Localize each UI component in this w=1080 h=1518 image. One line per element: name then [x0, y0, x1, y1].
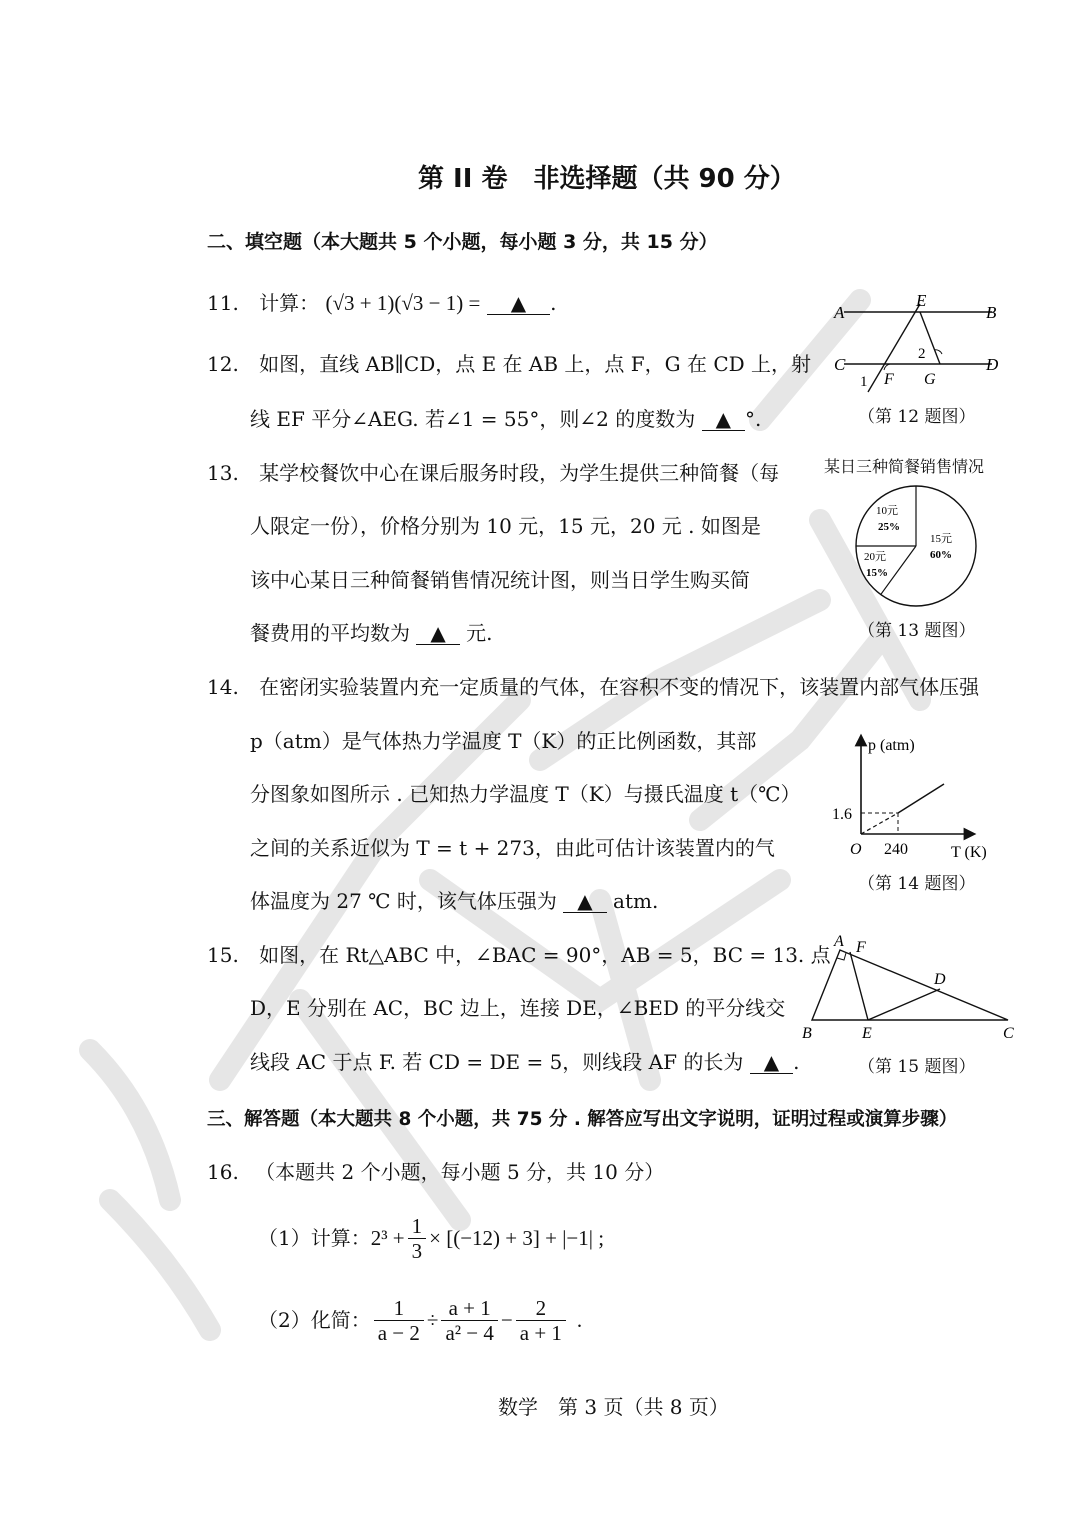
q13-pie-chart	[848, 482, 988, 612]
q12-text-2: 线 EF 平分∠AEG. 若∠1 = 55°，则∠2 的度数为	[250, 407, 696, 431]
label-g: G	[924, 371, 936, 388]
q13-caption: （第 13 题图）	[858, 621, 976, 641]
q13-number: 13.	[207, 461, 239, 485]
ray-ef	[868, 304, 920, 392]
fraction-numerator: a + 1	[441, 1296, 497, 1321]
fraction-denominator: a² − 4	[445, 1320, 494, 1345]
pie-chart-title: 某日三种简餐销售情况	[824, 457, 985, 476]
q13-answer-blank: ▲	[416, 622, 459, 645]
question-14-line1	[207, 674, 979, 700]
q13-text-4: 餐费用的平均数为	[250, 621, 410, 645]
question-15-line1	[207, 942, 831, 968]
label-e: E	[862, 1025, 872, 1042]
q15-figure	[798, 928, 1023, 1046]
question-11	[207, 290, 556, 316]
triangle-abc	[812, 950, 1008, 1020]
page-footer: 数学 第 3 页（共 8 页）	[498, 1395, 729, 1419]
question-14-line5	[250, 888, 658, 914]
slice-10-pct: 25%	[878, 521, 900, 533]
q13-end: 元.	[466, 621, 493, 645]
q13-text-3: 该中心某日三种简餐销售情况统计图，则当日学生购买简	[250, 568, 750, 592]
label-e: E	[916, 291, 927, 310]
q14-graph	[828, 728, 1003, 868]
q16-part1-fraction	[408, 1214, 427, 1263]
q14-text-2: p（atm）是气体热力学温度 T（K）的正比例函数，其部	[250, 729, 757, 753]
q16-part2-fraction-2	[441, 1296, 497, 1345]
q14-answer-blank: ▲	[563, 890, 606, 913]
q14-end: atm.	[613, 889, 659, 913]
q12-end: °.	[744, 407, 762, 431]
q16-part2-end: .	[576, 1308, 583, 1332]
question-12-line2	[250, 406, 761, 432]
q14-text-5: 体温度为 27 ℃ 时，该气体压强为	[250, 889, 557, 913]
section-solutions-header: 三、解答题（本大题共 8 个小题，共 75 分 . 解答应写出文字说明，证明过程或演算步骤）	[207, 1109, 958, 1130]
q16-part2-fraction-3	[516, 1296, 566, 1345]
q12-answer-blank: ▲	[702, 408, 745, 431]
q12-caption: （第 12 题图）	[858, 407, 976, 427]
q16-part2	[258, 1294, 582, 1346]
fraction-denominator: 3	[411, 1238, 423, 1263]
x-axis-label: T (K)	[951, 844, 987, 861]
q15-text-1: 如图，在 Rt△ABC 中，∠BAC = 90°，AB = 5，BC = 13. 点	[259, 943, 831, 967]
fraction-numerator: 2	[516, 1296, 566, 1321]
q15-caption: （第 15 题图）	[858, 1057, 976, 1077]
q16-part1-label: （1）计算：	[258, 1226, 371, 1250]
question-13-line4	[250, 620, 492, 646]
q16-part1-expr-a: 2³ +	[370, 1226, 405, 1250]
q16-part2-fraction-1	[374, 1296, 424, 1345]
angle-1-arc	[884, 364, 890, 370]
line-dashed-part	[861, 813, 898, 834]
segment-ef	[850, 952, 868, 1020]
q16-part2-label: （2）化简：	[258, 1308, 371, 1332]
fraction-numerator: 1	[408, 1214, 427, 1239]
slice-20-label: 20元	[864, 551, 886, 563]
q15-answer-blank: ▲	[750, 1051, 793, 1074]
q13-text-2: 人限定一份），价格分别为 10 元，15 元，20 元 . 如图是	[250, 514, 761, 538]
q14-text-4: 之间的关系近似为 T = t + 273，由此可估计该装置内的气	[250, 836, 775, 860]
q14-caption: （第 14 题图）	[858, 874, 976, 894]
label-c: C	[834, 355, 846, 374]
slice-15-label: 15元	[930, 533, 952, 545]
segment-de	[868, 989, 940, 1020]
q12-figure	[830, 288, 1010, 398]
fraction-numerator: 1	[374, 1296, 424, 1321]
q16-part2-op2: −	[500, 1308, 513, 1332]
q11-answer-blank: ▲	[487, 292, 550, 315]
question-13-line1	[207, 460, 779, 486]
q11-number: 11.	[207, 291, 239, 315]
q14-text-1: 在密闭实验装置内充一定质量的气体，在容积不变的情况下，该装置内部气体压强	[259, 675, 980, 699]
label-c: C	[1003, 1025, 1014, 1042]
question-16-head	[207, 1159, 664, 1185]
q11-prompt: 计算：	[259, 291, 320, 315]
label-angle-1: 1	[860, 374, 868, 390]
q12-number: 12.	[207, 352, 239, 376]
label-angle-2: 2	[918, 346, 926, 362]
q16-part1-expr-b: × [(−12) + 3] + |−1| ;	[429, 1226, 605, 1250]
q12-text-1: 如图，直线 AB∥CD，点 E 在 AB 上，点 F，G 在 CD 上，射	[259, 352, 812, 376]
label-f: F	[884, 371, 894, 388]
section-fill-in-header: 二、填空题（本大题共 5 个小题，每小题 3 分，共 15 分）	[207, 231, 718, 253]
label-b: B	[986, 303, 997, 322]
q15-text-3: 线段 AC 于点 F. 若 CD = DE = 5，则线段 AF 的长为	[250, 1050, 744, 1074]
q16-part1	[258, 1212, 604, 1264]
q11-expression: (√3 + 1)(√3 − 1) =	[325, 291, 481, 315]
label-b: B	[802, 1025, 812, 1042]
fraction-denominator: a − 2	[377, 1320, 420, 1345]
label-d: D	[934, 971, 946, 988]
q15-text-2: D，E 分别在 AC，BC 边上，连接 DE，∠BED 的平分线交	[250, 996, 786, 1020]
label-a: A	[834, 303, 845, 322]
slice-10-label: 10元	[876, 505, 898, 517]
q13-text-1: 某学校餐饮中心在课后服务时段，为学生提供三种简餐（每	[259, 461, 780, 485]
label-d: D	[986, 355, 999, 374]
proportional-line	[898, 784, 944, 813]
question-15-line3	[250, 1049, 799, 1075]
q16-head-text: （本题共 2 个小题，每小题 5 分，共 10 分）	[255, 1160, 665, 1184]
x-tick-label: 240	[884, 841, 908, 858]
label-a: A	[834, 933, 844, 950]
q14-text-3: 分图象如图所示 . 已知热力学温度 T（K）与摄氏温度 t（℃）	[250, 782, 801, 806]
y-axis-label: p (atm)	[868, 737, 915, 754]
q16-part2-op1: ÷	[426, 1308, 439, 1332]
fraction-denominator: a + 1	[519, 1320, 562, 1345]
q11-end: .	[550, 291, 557, 315]
origin-label: O	[850, 841, 862, 858]
q15-end: .	[793, 1050, 800, 1074]
q15-number: 15.	[207, 943, 239, 967]
q14-number: 14.	[207, 675, 239, 699]
y-tick-label: 1.6	[832, 806, 852, 823]
q16-number: 16.	[207, 1160, 239, 1184]
label-f: F	[856, 939, 866, 956]
slice-20-pct: 15%	[866, 567, 888, 579]
slice-15-pct: 60%	[930, 549, 952, 561]
question-12-line1	[207, 351, 811, 377]
paper-title: 第 II 卷 非选择题（共 90 分）	[418, 164, 796, 194]
